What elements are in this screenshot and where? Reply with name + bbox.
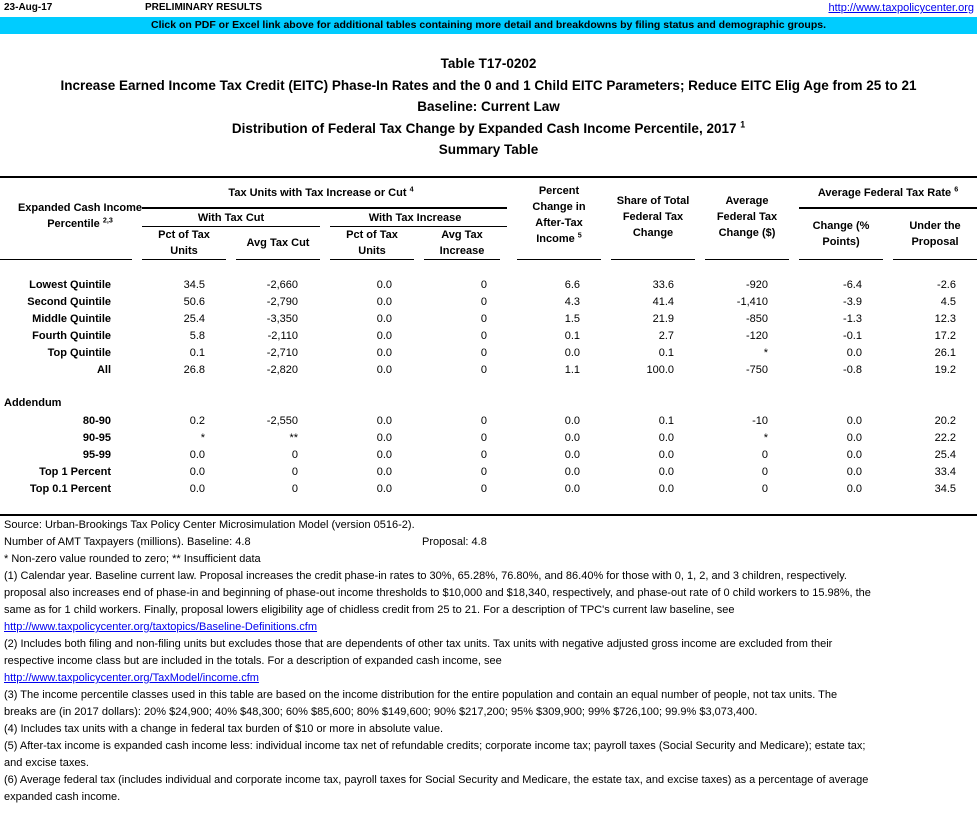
footnote-3-cont: breaks are (in 2017 dollars): 20% $24,900; 40% $48,300; 60% $85,600; 80% $149,600; 90% $217,200; 95% $309,900; 99% $726,100; 99.9% $3,073,400. <box>4 706 758 718</box>
amt-proposal: Proposal: 4.8 <box>422 536 487 548</box>
table-row <box>0 447 977 464</box>
cell-avg-cut: -2,790 <box>266 296 298 308</box>
footnote-1: (1) Calendar year. Baseline current law. Proposal increases the credit phase-in rates to 30%, 65.28%, 76.80%, and 86.40% for those with 0, 1, 2, and 3 children, respectively. <box>4 570 847 582</box>
cell-avg-cut: 0 <box>291 466 298 478</box>
cell-rate-under: 17.2 <box>934 330 956 342</box>
distribution-text: Distribution of Federal Tax Change by Expanded Cash Income Percentile, 2017 <box>231 120 737 136</box>
cell-avg-change: -1,410 <box>736 296 768 308</box>
rate-change-line2: Points) <box>822 236 860 248</box>
income-definition-link[interactable]: http://www.taxpolicycenter.org/TaxModel/income.cfm <box>4 672 259 684</box>
col-underline <box>799 259 883 260</box>
table-row <box>0 294 977 311</box>
table-id: Table T17-0202 <box>440 56 537 71</box>
distribution-title <box>0 118 977 140</box>
cell-pct-inc: 0.0 <box>376 364 392 376</box>
table-row <box>0 277 977 294</box>
cell-pct-cut: * <box>200 432 205 444</box>
cell-avg-inc: 0 <box>480 296 487 308</box>
percentile-label-line1: Expanded Cash Income <box>17 202 143 214</box>
cell-rate-change: 0.0 <box>846 432 862 444</box>
row-label: Second Quintile <box>27 296 111 308</box>
col-group-with-tax-increase: With Tax Increase <box>368 212 462 224</box>
col-header-avg-cut: Avg Tax Cut <box>246 237 310 249</box>
cell-avg-change: -920 <box>745 279 768 291</box>
row-label: All <box>96 364 111 376</box>
avg-fed-line2: Federal Tax <box>716 211 778 223</box>
cell-rate-under: 26.1 <box>934 347 956 359</box>
cell-rate-change: -1.3 <box>843 313 862 325</box>
col-group-avg-rate <box>799 185 977 201</box>
footnotes <box>4 517 977 806</box>
pct-cut-line2: Units <box>170 245 198 257</box>
table-row <box>0 328 977 345</box>
cell-rate-change: 0.0 <box>846 347 862 359</box>
rate-under-line2: Proposal <box>911 236 959 248</box>
cell-share: 0.0 <box>658 432 674 444</box>
cell-avg-change: -850 <box>745 313 768 325</box>
rate-under-line1: Under the <box>909 220 961 232</box>
row-label: Middle Quintile <box>32 313 111 325</box>
cell-rate-change: -3.9 <box>843 296 862 308</box>
cell-pct-change: 0.1 <box>564 330 580 342</box>
cell-share: 21.9 <box>652 313 674 325</box>
cell-avg-inc: 0 <box>480 449 487 461</box>
col-underline <box>236 259 320 260</box>
cell-avg-inc: 0 <box>480 347 487 359</box>
cell-share: 0.0 <box>658 449 674 461</box>
cell-rate-change: 0.0 <box>846 466 862 478</box>
cell-pct-change: 0.0 <box>564 432 580 444</box>
footnote-ref: 4 <box>409 185 414 194</box>
cell-share: 41.4 <box>652 296 674 308</box>
cell-rate-under: 20.2 <box>934 415 956 427</box>
amt-note <box>4 534 977 551</box>
cell-pct-cut: 0.2 <box>189 415 205 427</box>
proposal-title: Increase Earned Income Tax Credit (EITC) Phase-In Rates and the 0 and 1 Child EITC Parameters; Reduce EITC Elig Age from 25 to 21 <box>60 77 917 93</box>
table-row <box>0 413 977 430</box>
cell-rate-under: 25.4 <box>934 449 956 461</box>
cell-pct-change: 0.0 <box>564 449 580 461</box>
col-underline <box>517 259 601 260</box>
pct-change-line4 <box>517 231 601 247</box>
footnote-2-cont: respective income class but are included in the totals. For a description of expanded cash income, see <box>4 655 502 667</box>
row-label: Top Quintile <box>47 347 111 359</box>
cell-avg-inc: 0 <box>480 432 487 444</box>
table-bottom-rule <box>0 514 977 516</box>
cell-pct-change: 0.0 <box>564 466 580 478</box>
top-bar <box>0 0 977 16</box>
percentile-label-text: Percentile <box>47 218 100 230</box>
rate-change-line1: Change (% <box>812 220 870 232</box>
cell-avg-cut: -2,110 <box>267 330 298 342</box>
cell-pct-inc: 0.0 <box>376 483 392 495</box>
cell-avg-change: * <box>763 347 768 359</box>
cell-rate-under: -2.6 <box>937 279 956 291</box>
cell-avg-cut: -2,820 <box>266 364 298 376</box>
col-group-with-tax-cut: With Tax Cut <box>197 212 265 224</box>
cell-avg-inc: 0 <box>480 279 487 291</box>
cell-pct-change: 6.6 <box>564 279 580 291</box>
share-line1: Share of Total <box>616 195 690 207</box>
cell-rate-under: 12.3 <box>934 313 956 325</box>
footnote-ref: 6 <box>954 185 959 194</box>
cell-avg-cut: ** <box>289 432 298 444</box>
cell-pct-inc: 0.0 <box>376 313 392 325</box>
footnote-ref: 5 <box>577 231 582 240</box>
source-note: Source: Urban-Brookings Tax Policy Center Microsimulation Model (version 0516-2). <box>4 519 415 531</box>
cell-pct-change: 1.5 <box>564 313 580 325</box>
cell-avg-inc: 0 <box>480 330 487 342</box>
tax-units-group-label: Tax Units with Tax Increase or Cut <box>228 187 407 199</box>
percentile-label-line2 <box>0 216 160 232</box>
table-titles <box>0 53 977 161</box>
preliminary-label: PRELIMINARY RESULTS <box>145 2 263 13</box>
cell-share: 2.7 <box>658 330 674 342</box>
baseline-definitions-link[interactable]: http://www.taxpolicycenter.org/taxtopics/Baseline-Definitions.cfm <box>4 621 318 633</box>
cell-rate-change: 0.0 <box>846 415 862 427</box>
table-row-total <box>0 362 977 379</box>
row-label: Top 0.1 Percent <box>29 483 111 495</box>
share-line3: Change <box>632 227 674 239</box>
row-label: 80-90 <box>82 415 111 427</box>
col-underline <box>424 259 500 260</box>
footnote-2-link-row <box>4 670 977 687</box>
pct-change-text: Income <box>536 233 575 245</box>
col-header-avg-change <box>705 193 789 241</box>
col-underline <box>142 259 226 260</box>
table-row <box>0 464 977 481</box>
avg-inc-line2: Increase <box>439 245 485 257</box>
footnote-4: (4) Includes tax units with a change in federal tax burden of $10 or more in absolute value. <box>4 723 444 735</box>
cell-avg-change: 0 <box>761 466 768 478</box>
cell-pct-cut: 26.8 <box>183 364 205 376</box>
baseline-title: Baseline: Current Law <box>417 99 560 114</box>
pct-cut-line1: Pct of Tax <box>158 229 210 241</box>
addendum-label: Addendum <box>4 397 62 409</box>
cell-pct-inc: 0.0 <box>376 432 392 444</box>
col-header-rate-change <box>799 218 883 250</box>
cell-rate-change: 0.0 <box>846 449 862 461</box>
cell-avg-inc: 0 <box>480 364 487 376</box>
col-header-pct-inc <box>330 227 414 259</box>
cell-rate-under: 34.5 <box>934 483 956 495</box>
pct-change-line2: Change in <box>532 201 586 213</box>
cell-pct-inc: 0.0 <box>376 330 392 342</box>
cell-pct-cut: 25.4 <box>183 313 205 325</box>
footnote-ref: 2,3 <box>102 216 113 225</box>
pct-inc-line2: Units <box>358 245 386 257</box>
cell-avg-inc: 0 <box>480 313 487 325</box>
cell-pct-inc: 0.0 <box>376 296 392 308</box>
avg-rate-group-label: Average Federal Tax Rate <box>817 187 952 199</box>
cell-rate-change: -0.8 <box>843 364 862 376</box>
cell-rate-under: 33.4 <box>934 466 956 478</box>
cell-avg-cut: 0 <box>291 483 298 495</box>
cell-avg-cut: -3,350 <box>266 313 298 325</box>
report-date: 23-Aug-17 <box>4 2 53 13</box>
share-line2: Federal Tax <box>622 211 684 223</box>
header-top-rule <box>0 176 977 178</box>
cell-avg-inc: 0 <box>480 483 487 495</box>
col-header-percentile <box>0 200 160 232</box>
avg-rate-rule <box>799 207 977 209</box>
cell-avg-change: -120 <box>745 330 768 342</box>
cell-avg-change: 0 <box>761 449 768 461</box>
cell-pct-inc: 0.0 <box>376 449 392 461</box>
cell-pct-cut: 34.5 <box>183 279 205 291</box>
pct-change-line1: Percent <box>538 185 580 197</box>
col-header-share <box>611 193 695 241</box>
cell-pct-cut: 50.6 <box>183 296 205 308</box>
cell-avg-cut: 0 <box>291 449 298 461</box>
cell-rate-under: 4.5 <box>940 296 956 308</box>
cell-pct-cut: 0.1 <box>189 347 205 359</box>
avg-fed-line1: Average <box>725 195 769 207</box>
col-underline <box>893 259 977 260</box>
cell-pct-cut: 5.8 <box>189 330 205 342</box>
footnote-5: (5) After-tax income is expanded cash income less: individual income tax net of refundable credits; corporate income tax; payroll taxes (Social Security and Medicare); estate tax; <box>4 740 866 752</box>
col-header-avg-inc <box>424 227 500 259</box>
cell-pct-change: 1.1 <box>564 364 580 376</box>
col-header-pct-change <box>517 183 601 247</box>
cell-avg-cut: -2,550 <box>266 415 298 427</box>
footnote-1-link-row <box>4 619 977 636</box>
row-label: Top 1 Percent <box>39 466 111 478</box>
cell-rate-change: 0.0 <box>846 483 862 495</box>
table-row <box>0 311 977 328</box>
cell-share: 100.0 <box>646 364 674 376</box>
pct-change-upper-rule <box>490 207 507 209</box>
cell-share: 0.1 <box>658 415 674 427</box>
avg-fed-line3: Change ($) <box>718 227 776 239</box>
col-underline <box>611 259 695 260</box>
pct-change-mid-rule <box>490 226 507 227</box>
row-label: Fourth Quintile <box>32 330 111 342</box>
col-header-pct-cut <box>142 227 226 259</box>
table-row <box>0 345 977 362</box>
table-row <box>0 481 977 498</box>
cell-rate-change: -6.4 <box>843 279 862 291</box>
cell-rate-under: 22.2 <box>934 432 956 444</box>
footnote-1-cont: proposal also increases end of phase-in and beginning of phase-out income thresholds to $10,000 and $18,340, respectively, and phase-out rate of 0 child workers to 15.98%, the <box>4 587 871 599</box>
cell-share: 0.0 <box>658 483 674 495</box>
col-group-tax-units <box>142 185 500 201</box>
cell-rate-under: 19.2 <box>934 364 956 376</box>
cell-pct-inc: 0.0 <box>376 466 392 478</box>
cell-pct-change: 4.3 <box>564 296 580 308</box>
cell-pct-inc: 0.0 <box>376 347 392 359</box>
cell-share: 33.6 <box>652 279 674 291</box>
amt-baseline: Number of AMT Taxpayers (millions). Baseline: 4.8 <box>4 536 251 548</box>
footnote-6-cont: expanded cash income. <box>4 791 121 803</box>
cell-pct-change: 0.0 <box>564 483 580 495</box>
cell-pct-cut: 0.0 <box>189 466 205 478</box>
avg-inc-line1: Avg Tax <box>441 229 483 241</box>
row-label: 90-95 <box>82 432 111 444</box>
table-row <box>0 430 977 447</box>
footnote-2: (2) Includes both filing and non-filing units but excludes those that are dependents of other tax units. Tax units with negative adjusted gross income are excluded from their <box>4 638 833 650</box>
cell-pct-inc: 0.0 <box>376 415 392 427</box>
cell-pct-cut: 0.0 <box>189 483 205 495</box>
row-label: 95-99 <box>82 449 111 461</box>
pct-inc-line1: Pct of Tax <box>346 229 398 241</box>
cell-share: 0.1 <box>658 347 674 359</box>
col-underline <box>330 259 414 260</box>
cell-share: 0.0 <box>658 466 674 478</box>
col-underline <box>705 259 789 260</box>
pct-change-line3: After-Tax <box>535 217 583 229</box>
col-header-rate-under <box>893 218 977 250</box>
footnote-3: (3) The income percentile classes used in this table are based on the income distribution for the entire population and contain an equal number of people, not tax units. The <box>4 689 838 701</box>
tax-units-rule <box>142 207 500 209</box>
cell-avg-change: * <box>763 432 768 444</box>
cell-avg-cut: -2,710 <box>266 347 298 359</box>
cell-avg-cut: -2,660 <box>266 279 298 291</box>
footnote-6: (6) Average federal tax (includes individual and corporate income tax, payroll taxes for Social Security and Medicare, the estate tax, and excise taxes) as a percentage of average <box>4 774 869 786</box>
cell-pct-change: 0.0 <box>564 415 580 427</box>
cell-avg-change: 0 <box>761 483 768 495</box>
cell-pct-cut: 0.0 <box>189 449 205 461</box>
cell-rate-change: -0.1 <box>843 330 862 342</box>
cell-pct-inc: 0.0 <box>376 279 392 291</box>
cell-avg-inc: 0 <box>480 466 487 478</box>
legend-note: * Non-zero value rounded to zero; ** Insufficient data <box>4 553 261 565</box>
site-link[interactable]: http://www.taxpolicycenter.org <box>828 2 974 14</box>
footnote-1-cont: same as for 1 child workers. Finally, proposal lowers eligibility age of chidless credit from 25 to 21. For a description of TPC's current law baseline, see <box>4 604 735 616</box>
summary-title: Summary Table <box>438 142 539 157</box>
cell-avg-change: -750 <box>745 364 768 376</box>
cell-avg-change: -10 <box>752 415 768 427</box>
col-underline <box>0 259 132 260</box>
cell-pct-change: 0.0 <box>564 347 580 359</box>
footnote-5-cont: and excise taxes. <box>4 757 89 769</box>
row-label: Lowest Quintile <box>29 279 111 291</box>
cell-avg-inc: 0 <box>480 415 487 427</box>
info-banner: Click on PDF or Excel link above for additional tables containing more detail and breakdowns by filing status and demographic groups. <box>0 17 977 34</box>
footnote-ref: 1 <box>740 119 746 129</box>
